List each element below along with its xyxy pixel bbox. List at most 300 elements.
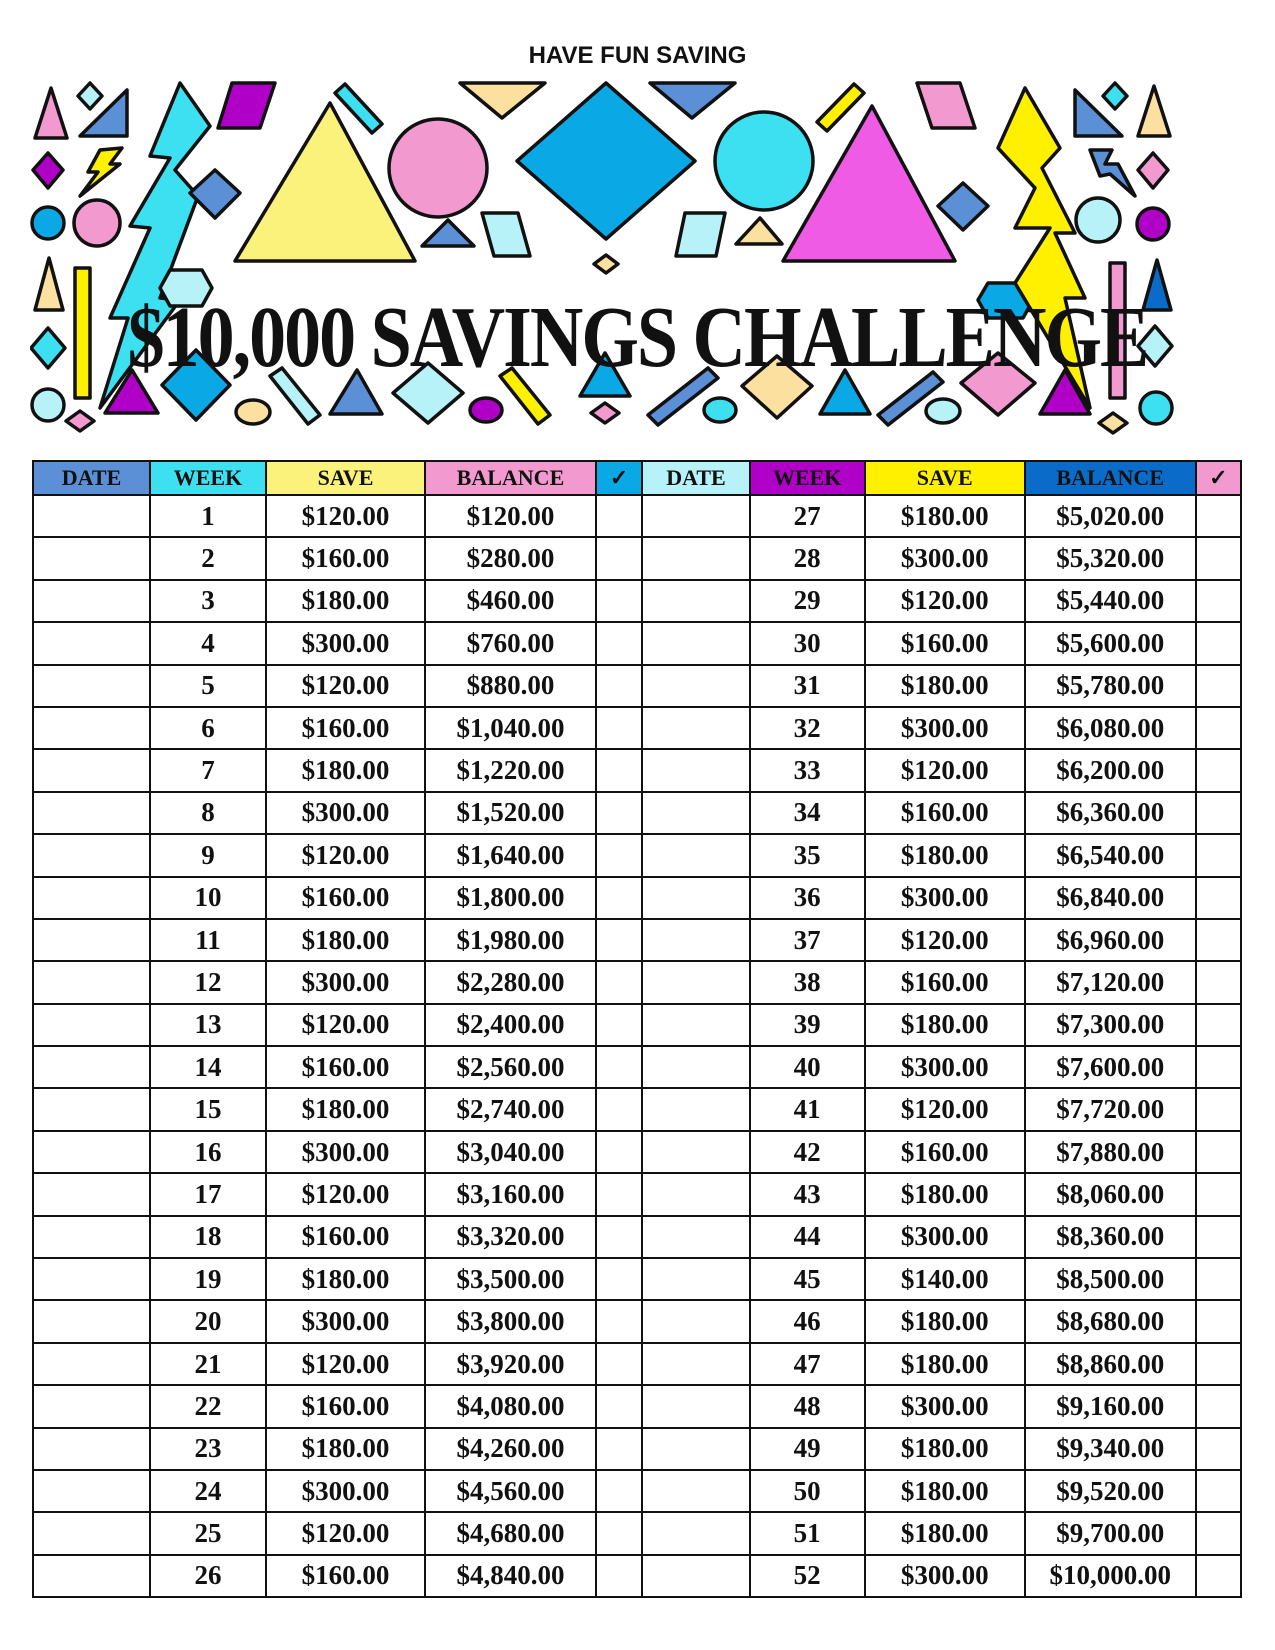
large-diamond-shape: [517, 83, 695, 239]
date-cell[interactable]: [33, 877, 150, 919]
date-cell[interactable]: [642, 877, 750, 919]
diamond-shape: [938, 183, 988, 230]
page-title: $10,000 SAVINGS CHALLENGE: [127, 289, 1148, 386]
week-cell: 36: [750, 877, 865, 919]
balance-cell: $1,040.00: [425, 707, 596, 749]
date-cell[interactable]: [33, 1216, 150, 1258]
table-row: [33, 1046, 1241, 1088]
date-cell[interactable]: [33, 1004, 150, 1046]
balance-cell: $6,080.00: [1025, 707, 1196, 749]
week-cell: 29: [750, 580, 865, 622]
save-cell: $120.00: [266, 1512, 425, 1554]
checkbox-cell[interactable]: [596, 792, 642, 834]
checkbox-cell[interactable]: [596, 834, 642, 876]
date-cell[interactable]: [642, 1004, 750, 1046]
week-cell: 23: [150, 1428, 266, 1470]
ellipse-shape: [236, 400, 270, 424]
balance-cell: $3,320.00: [425, 1216, 596, 1258]
week-cell: 44: [750, 1216, 865, 1258]
header-date: DATE: [33, 461, 150, 495]
diamond-shape: [1103, 83, 1127, 109]
date-cell[interactable]: [33, 792, 150, 834]
week-cell: 2: [150, 537, 266, 579]
table-row: [33, 961, 1241, 1003]
date-cell[interactable]: [33, 1046, 150, 1088]
circle-shape: [32, 207, 64, 239]
week-cell: 28: [750, 537, 865, 579]
header-save: SAVE: [865, 461, 1025, 495]
table-row: [33, 792, 1241, 834]
checkbox-cell[interactable]: [1196, 834, 1241, 876]
save-cell: $180.00: [865, 1300, 1025, 1342]
date-cell[interactable]: [642, 707, 750, 749]
week-cell: 24: [150, 1470, 266, 1512]
circle-shape: [1076, 198, 1120, 242]
table-row: [33, 1131, 1241, 1173]
balance-cell: $760.00: [425, 622, 596, 664]
checkbox-cell[interactable]: [1196, 1428, 1241, 1470]
balance-cell: $3,040.00: [425, 1131, 596, 1173]
checkbox-cell[interactable]: [1196, 1131, 1241, 1173]
checkbox-cell[interactable]: [1196, 1555, 1241, 1597]
save-cell: $120.00: [865, 580, 1025, 622]
checkbox-cell[interactable]: [596, 1046, 642, 1088]
table-header-row: [33, 461, 1241, 495]
save-cell: $300.00: [266, 1131, 425, 1173]
checkbox-cell[interactable]: [596, 665, 642, 707]
date-cell[interactable]: [642, 1131, 750, 1173]
parallelogram-shape: [676, 213, 725, 256]
week-cell: 31: [750, 665, 865, 707]
large-circle-shape: [715, 112, 813, 210]
date-cell[interactable]: [33, 1300, 150, 1342]
save-cell: $160.00: [865, 961, 1025, 1003]
save-cell: $180.00: [266, 1258, 425, 1300]
parallelogram-shape: [218, 83, 275, 128]
savings-table: [32, 460, 1242, 1598]
balance-cell: $2,280.00: [425, 961, 596, 1003]
table-row: [33, 1428, 1241, 1470]
balance-cell: $9,520.00: [1025, 1470, 1196, 1512]
diamond-shape: [190, 170, 240, 218]
table-row: [33, 1088, 1241, 1130]
table-row: [33, 1258, 1241, 1300]
table-row: [33, 537, 1241, 579]
save-cell: $180.00: [865, 1343, 1025, 1385]
balance-cell: $8,060.00: [1025, 1173, 1196, 1215]
week-cell: 43: [750, 1173, 865, 1215]
balance-cell: $3,800.00: [425, 1300, 596, 1342]
balance-cell: $1,640.00: [425, 834, 596, 876]
week-cell: 32: [750, 707, 865, 749]
save-cell: $180.00: [865, 495, 1025, 537]
balance-cell: $6,960.00: [1025, 919, 1196, 961]
checkbox-cell[interactable]: [596, 1470, 642, 1512]
save-cell: $120.00: [266, 834, 425, 876]
date-cell[interactable]: [642, 1343, 750, 1385]
balance-cell: $7,300.00: [1025, 1004, 1196, 1046]
balance-cell: $9,160.00: [1025, 1385, 1196, 1427]
balance-cell: $5,780.00: [1025, 665, 1196, 707]
checkbox-cell[interactable]: [1196, 665, 1241, 707]
triangle-shape: [650, 83, 735, 118]
checkbox-cell[interactable]: [596, 877, 642, 919]
diamond-shape: [78, 83, 102, 109]
balance-cell: $3,920.00: [425, 1343, 596, 1385]
date-cell[interactable]: [33, 749, 150, 791]
table-row: [33, 1216, 1241, 1258]
save-cell: $120.00: [266, 495, 425, 537]
checkbox-cell[interactable]: [1196, 1258, 1241, 1300]
date-cell[interactable]: [33, 961, 150, 1003]
date-cell[interactable]: [33, 1512, 150, 1554]
date-cell[interactable]: [642, 1216, 750, 1258]
balance-cell: $7,120.00: [1025, 961, 1196, 1003]
checkbox-cell[interactable]: [596, 919, 642, 961]
save-cell: $160.00: [266, 707, 425, 749]
balance-cell: $6,360.00: [1025, 792, 1196, 834]
week-cell: 49: [750, 1428, 865, 1470]
table-row: [33, 1004, 1241, 1046]
checkbox-cell[interactable]: [596, 1300, 642, 1342]
circle-shape: [74, 200, 120, 246]
balance-cell: $120.00: [425, 495, 596, 537]
checkbox-cell[interactable]: [1196, 961, 1241, 1003]
date-cell[interactable]: [642, 580, 750, 622]
week-cell: 5: [150, 665, 266, 707]
header-check: ✓: [596, 461, 642, 495]
checkbox-cell[interactable]: [1196, 1173, 1241, 1215]
week-cell: 27: [750, 495, 865, 537]
table-row: [33, 834, 1241, 876]
checkbox-cell[interactable]: [596, 622, 642, 664]
checkbox-cell[interactable]: [596, 1512, 642, 1554]
week-cell: 11: [150, 919, 266, 961]
date-cell[interactable]: [642, 749, 750, 791]
table-row: [33, 1343, 1241, 1385]
save-cell: $180.00: [865, 834, 1025, 876]
save-cell: $160.00: [266, 1385, 425, 1427]
week-cell: 25: [150, 1512, 266, 1554]
checkbox-cell[interactable]: [596, 961, 642, 1003]
save-cell: $120.00: [266, 1004, 425, 1046]
date-cell[interactable]: [642, 834, 750, 876]
circle-shape: [1137, 208, 1169, 240]
balance-cell: $7,880.00: [1025, 1131, 1196, 1173]
save-cell: $120.00: [266, 1343, 425, 1385]
balance-cell: $280.00: [425, 537, 596, 579]
date-cell[interactable]: [642, 495, 750, 537]
checkbox-cell[interactable]: [596, 1428, 642, 1470]
save-cell: $300.00: [865, 877, 1025, 919]
checkbox-cell[interactable]: [1196, 749, 1241, 791]
date-cell[interactable]: [642, 665, 750, 707]
date-cell[interactable]: [642, 1300, 750, 1342]
table-row: [33, 707, 1241, 749]
date-cell[interactable]: [33, 665, 150, 707]
checkbox-cell[interactable]: [1196, 792, 1241, 834]
date-cell[interactable]: [33, 834, 150, 876]
week-cell: 14: [150, 1046, 266, 1088]
save-cell: $300.00: [865, 1216, 1025, 1258]
table-row: [33, 1300, 1241, 1342]
table-row: [33, 622, 1241, 664]
balance-cell: $1,800.00: [425, 877, 596, 919]
date-cell[interactable]: [642, 1046, 750, 1088]
date-cell[interactable]: [33, 1343, 150, 1385]
week-cell: 33: [750, 749, 865, 791]
save-cell: $180.00: [865, 1173, 1025, 1215]
balance-cell: $880.00: [425, 665, 596, 707]
checkbox-cell[interactable]: [596, 1088, 642, 1130]
save-cell: $300.00: [865, 707, 1025, 749]
table-row: [33, 1555, 1241, 1597]
parallelogram-shape: [482, 213, 530, 256]
week-cell: 6: [150, 707, 266, 749]
header-balance: BALANCE: [1025, 461, 1196, 495]
balance-cell: $5,600.00: [1025, 622, 1196, 664]
save-cell: $300.00: [865, 1555, 1025, 1597]
week-cell: 7: [150, 749, 266, 791]
week-cell: 1: [150, 495, 266, 537]
balance-cell: $2,740.00: [425, 1088, 596, 1130]
date-cell[interactable]: [33, 1258, 150, 1300]
checkbox-cell[interactable]: [1196, 622, 1241, 664]
table-row: [33, 580, 1241, 622]
balance-cell: $4,260.00: [425, 1428, 596, 1470]
week-cell: 42: [750, 1131, 865, 1173]
week-cell: 17: [150, 1173, 266, 1215]
date-cell[interactable]: [33, 707, 150, 749]
week-cell: 19: [150, 1258, 266, 1300]
date-cell[interactable]: [33, 622, 150, 664]
balance-cell: $5,440.00: [1025, 580, 1196, 622]
date-cell[interactable]: [33, 1428, 150, 1470]
checkbox-cell[interactable]: [596, 1216, 642, 1258]
checkbox-cell[interactable]: [1196, 1470, 1241, 1512]
balance-cell: $4,560.00: [425, 1470, 596, 1512]
save-cell: $300.00: [266, 622, 425, 664]
top-label: HAVE FUN SAVING: [528, 42, 747, 69]
balance-cell: $1,980.00: [425, 919, 596, 961]
week-cell: 52: [750, 1555, 865, 1597]
header-week: WEEK: [150, 461, 266, 495]
save-cell: $180.00: [865, 1428, 1025, 1470]
week-cell: 38: [750, 961, 865, 1003]
large-circle-shape: [389, 119, 487, 217]
balance-cell: $3,500.00: [425, 1258, 596, 1300]
table-row: [33, 665, 1241, 707]
date-cell[interactable]: [33, 919, 150, 961]
balance-cell: $8,860.00: [1025, 1343, 1196, 1385]
week-cell: 45: [750, 1258, 865, 1300]
checkbox-cell[interactable]: [596, 1004, 642, 1046]
balance-cell: $10,000.00: [1025, 1555, 1196, 1597]
date-cell[interactable]: [33, 537, 150, 579]
checkbox-cell[interactable]: [1196, 1216, 1241, 1258]
circle-shape: [1140, 392, 1172, 424]
checkbox-cell[interactable]: [1196, 1004, 1241, 1046]
date-cell[interactable]: [642, 537, 750, 579]
date-cell[interactable]: [33, 1470, 150, 1512]
balance-cell: $460.00: [425, 580, 596, 622]
checkbox-cell[interactable]: [596, 1343, 642, 1385]
date-cell[interactable]: [33, 1173, 150, 1215]
table-row: [33, 495, 1241, 537]
save-cell: $140.00: [865, 1258, 1025, 1300]
balance-cell: $6,840.00: [1025, 877, 1196, 919]
week-cell: 26: [150, 1555, 266, 1597]
save-cell: $300.00: [865, 1385, 1025, 1427]
table-row: [33, 1385, 1241, 1427]
header-week: WEEK: [750, 461, 865, 495]
table-body: [33, 495, 1241, 1597]
date-cell[interactable]: [642, 961, 750, 1003]
date-cell[interactable]: [642, 792, 750, 834]
checkbox-cell[interactable]: [596, 1385, 642, 1427]
checkbox-cell[interactable]: [596, 1555, 642, 1597]
week-cell: 15: [150, 1088, 266, 1130]
balance-cell: $8,360.00: [1025, 1216, 1196, 1258]
week-cell: 16: [150, 1131, 266, 1173]
circle-shape: [32, 389, 64, 421]
balance-cell: $1,520.00: [425, 792, 596, 834]
checkbox-cell[interactable]: [596, 495, 642, 537]
checkbox-cell[interactable]: [596, 537, 642, 579]
date-cell[interactable]: [642, 1428, 750, 1470]
week-cell: 13: [150, 1004, 266, 1046]
checkbox-cell[interactable]: [1196, 495, 1241, 537]
ellipse-shape: [926, 399, 960, 423]
checkbox-cell[interactable]: [1196, 1343, 1241, 1385]
triangle-shape: [1138, 86, 1170, 136]
checkbox-cell[interactable]: [596, 749, 642, 791]
date-cell[interactable]: [642, 1555, 750, 1597]
checkbox-cell[interactable]: [596, 580, 642, 622]
date-cell[interactable]: [642, 1088, 750, 1130]
diamond-shape: [1138, 153, 1168, 188]
save-cell: $180.00: [266, 1088, 425, 1130]
triangle-shape: [460, 83, 545, 118]
save-cell: $120.00: [266, 665, 425, 707]
save-cell: $180.00: [865, 1004, 1025, 1046]
balance-cell: $7,600.00: [1025, 1046, 1196, 1088]
checkbox-cell[interactable]: [1196, 1385, 1241, 1427]
save-cell: $180.00: [266, 919, 425, 961]
week-cell: 8: [150, 792, 266, 834]
table-row: [33, 877, 1241, 919]
bar-shape: [817, 84, 864, 131]
date-cell[interactable]: [642, 622, 750, 664]
save-cell: $300.00: [266, 1300, 425, 1342]
lightning-icon: [80, 148, 122, 196]
balance-cell: $4,680.00: [425, 1512, 596, 1554]
save-cell: $120.00: [865, 1088, 1025, 1130]
week-cell: 30: [750, 622, 865, 664]
date-cell[interactable]: [33, 1555, 150, 1597]
balance-cell: $7,720.00: [1025, 1088, 1196, 1130]
checkbox-cell[interactable]: [1196, 580, 1241, 622]
table-row: [33, 749, 1241, 791]
checkbox-cell[interactable]: [1196, 919, 1241, 961]
diamond-shape: [66, 411, 94, 431]
week-cell: 35: [750, 834, 865, 876]
save-cell: $180.00: [865, 1512, 1025, 1554]
week-cell: 34: [750, 792, 865, 834]
date-cell[interactable]: [642, 1512, 750, 1554]
week-cell: 47: [750, 1343, 865, 1385]
balance-cell: $8,500.00: [1025, 1258, 1196, 1300]
week-cell: 46: [750, 1300, 865, 1342]
table-row: [33, 1512, 1241, 1554]
balance-cell: $8,680.00: [1025, 1300, 1196, 1342]
date-cell[interactable]: [642, 1258, 750, 1300]
checkbox-cell[interactable]: [1196, 877, 1241, 919]
date-cell[interactable]: [642, 1173, 750, 1215]
week-cell: 18: [150, 1216, 266, 1258]
date-cell[interactable]: [33, 495, 150, 537]
balance-cell: $2,560.00: [425, 1046, 596, 1088]
balance-cell: $5,320.00: [1025, 537, 1196, 579]
week-cell: 22: [150, 1385, 266, 1427]
lightning-icon: [1090, 150, 1135, 196]
date-cell[interactable]: [642, 1470, 750, 1512]
checkbox-cell[interactable]: [1196, 707, 1241, 749]
balance-cell: $2,400.00: [425, 1004, 596, 1046]
checkbox-cell[interactable]: [1196, 1046, 1241, 1088]
week-cell: 20: [150, 1300, 266, 1342]
checkbox-cell[interactable]: [1196, 1088, 1241, 1130]
table-row: [33, 1470, 1241, 1512]
date-cell[interactable]: [642, 1385, 750, 1427]
date-cell[interactable]: [33, 1385, 150, 1427]
week-cell: 50: [750, 1470, 865, 1512]
week-cell: 4: [150, 622, 266, 664]
triangle-shape: [736, 218, 782, 244]
save-cell: $300.00: [266, 792, 425, 834]
balance-cell: $9,340.00: [1025, 1428, 1196, 1470]
save-cell: $160.00: [865, 622, 1025, 664]
balance-cell: $6,200.00: [1025, 749, 1196, 791]
checkbox-cell[interactable]: [596, 707, 642, 749]
balance-cell: $9,700.00: [1025, 1512, 1196, 1554]
header-save: SAVE: [266, 461, 425, 495]
week-cell: 48: [750, 1385, 865, 1427]
header-date: DATE: [642, 461, 750, 495]
date-cell[interactable]: [33, 1088, 150, 1130]
checkbox-cell[interactable]: [596, 1173, 642, 1215]
ellipse-shape: [704, 398, 736, 422]
week-cell: 10: [150, 877, 266, 919]
table-row: [33, 919, 1241, 961]
table-row: [33, 1173, 1241, 1215]
save-cell: $300.00: [266, 1470, 425, 1512]
save-cell: $180.00: [266, 749, 425, 791]
balance-cell: $4,840.00: [425, 1555, 596, 1597]
date-cell[interactable]: [33, 580, 150, 622]
save-cell: $180.00: [266, 1428, 425, 1470]
balance-cell: $6,540.00: [1025, 834, 1196, 876]
balance-cell: $3,160.00: [425, 1173, 596, 1215]
checkbox-cell[interactable]: [1196, 537, 1241, 579]
date-cell[interactable]: [642, 919, 750, 961]
checkbox-cell[interactable]: [1196, 1300, 1241, 1342]
checkbox-cell[interactable]: [596, 1131, 642, 1173]
checkbox-cell[interactable]: [1196, 1512, 1241, 1554]
save-cell: $160.00: [266, 1555, 425, 1597]
date-cell[interactable]: [33, 1131, 150, 1173]
checkbox-cell[interactable]: [596, 1258, 642, 1300]
